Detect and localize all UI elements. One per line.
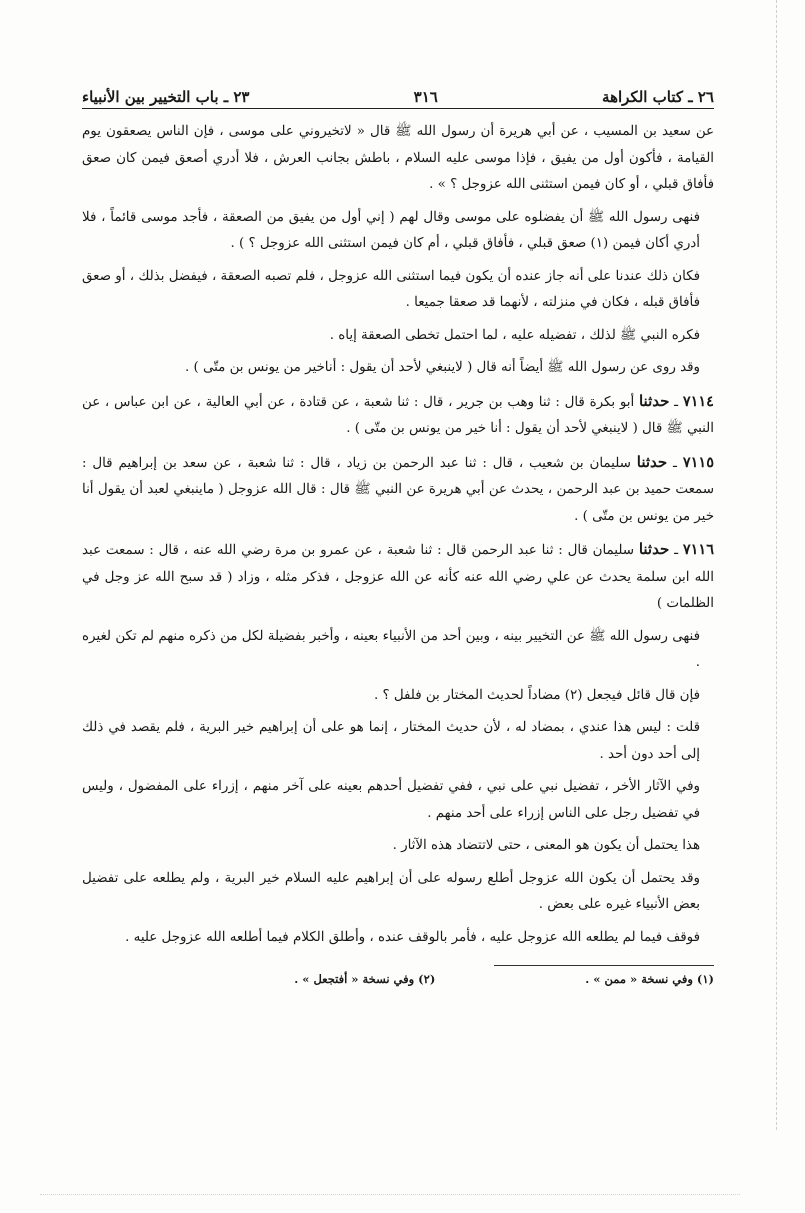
header-page-number: ٣١٦ xyxy=(413,88,438,106)
header-chapter: ٢٦ ـ كتاب الكراهة xyxy=(602,88,714,106)
paragraph: فوقف فيما لم يطلعه الله عزوجل عليه ، فأمر بالوقف عنده ، وأطلق الكلام فيما أطلعه الله عزوجل عليه . xyxy=(125,929,700,945)
hadith-number: ٧١١٦ xyxy=(682,541,715,558)
hadith-text: سليمان قال : ثنا عبد الرحمن قال : ثنا شعبة ، عن عمرو بن مرة رضي الله عنه ، قال : سمعت عبد الله ابن سلمة يحدث عن علي رضي الله عنه كأنه عن الله عزوجل ، فذكر مثله ، وزاد ( قد سبح الله عز وجل في الظلمات ) xyxy=(82,543,714,611)
paragraph: فكان ذلك عندنا على أنه جاز عنده أن يكون فيما استثنى الله عزوجل ، فلم تصبه الصعقة ، فيفضل بذلك ، أو صعق فأفاق قبله ، فكان في منزلته ، لأنهما قد صعقا جميعا . xyxy=(82,268,700,310)
header-rule xyxy=(82,108,714,109)
footnote-2: (٢) وفي نسخة « أفتجعل » . xyxy=(294,972,436,986)
hadith-keyword: حدثنا xyxy=(638,540,670,558)
footnotes xyxy=(82,972,714,986)
hadith-entry: ٧١١٥ ـ حدثنا سليمان بن شعيب ، قال : ثنا عبد الرحمن بن زياد ، قال : ثنا شعبة ، عن سعد بن إبراهيم قال : سمعت حميد بن عبد الرحمن ، يحدث عن أبي هريرة عن النبي ﷺ قال : قال الله عزوجل ( ماينبغي لعبد أن يقول أنا خير من يونس بن متّى ) . xyxy=(82,452,714,524)
paragraph: فنهى رسول الله ﷺ عن التخيير بينه ، وبين أحد من الأنبياء بعينه ، وأخبر بفضيلة لكل من ذكره منهم لم تكن لغيره . xyxy=(82,628,700,670)
paragraph: قلت : ليس هذا عندي ، بمضاد له ، لأن حديث المختار ، إنما هو على أن إبراهيم خير البرية ، فلم يقصد في ذلك إلى أحد دون أحد . xyxy=(82,720,700,762)
paragraph: فإن قال قائل فيجعل (٢) مضاداً لحديث المختار بن فلفل ؟ . xyxy=(373,687,700,703)
hadith-keyword: حدثنا xyxy=(638,391,670,410)
paragraph: وفي الآثار الأخر ، تفضيل نبي على نبي ، ففي تفضيل أحدهم بعينه على آخر منهم ، إزراء على المفضول ، وليس في تفضيل رجل على الناس إزراء على أحد منهم . xyxy=(82,779,700,821)
running-header xyxy=(82,80,714,106)
hadith-keyword: حدثنا xyxy=(636,452,668,471)
scan-margin-line xyxy=(776,0,777,1130)
paragraph: عن سعيد بن المسيب ، عن أبي هريرة أن رسول الله ﷺ قال « لاتخيروني على موسى ، فإن الناس يصعقون يوم القيامة ، فأكون أول من يفيق ، فإذا موسى عليه السلام ، باطش بجانب العرش ، فلا أدري أصعق فيمن كان صعق فأفاق قبلي ، أو كان فيمن استثنى الله عزوجل ؟ » . xyxy=(82,124,714,192)
paragraph: فنهى رسول الله ﷺ أن يفضلوه على موسى وقال لهم ( إني أول من يفيق من الصعقة ، فأجد موسى قائماً ، فلا أدري أكان فيمن (١) صعق قبلي ، فأفاق قبلي ، أم كان فيمن استثنى الله عزوجل ؟ ) . xyxy=(82,209,700,251)
hadith-number: ٧١١٥ xyxy=(682,453,714,471)
paragraph: فكره النبي ﷺ لذلك ، تفضيله عليه ، لما احتمل تخطى الصعقة إياه . xyxy=(329,327,700,343)
paragraph: وقد يحتمل أن يكون الله عزوجل أطلع رسوله على أن إبراهيم عليه السلام خير البرية ، ولم يطلعه على تفضيل بعض الأنبياء غيره على بعض . xyxy=(82,870,700,912)
footnote-rule xyxy=(494,965,714,966)
hadith-text: أبو بكرة قال : ثنا وهب بن جرير ، قال : ثنا شعبة ، عن قتادة ، عن أبي العالية ، عن ابن عباس ، عن النبي ﷺ قال ( لاينبغي لأحد أن يقول : أنا خير من يونس بن متّى ) . xyxy=(82,394,714,436)
footnote-1: (١) وفي نسخة « ممن » . xyxy=(585,972,714,986)
header-section: ٢٣ ـ باب التخيير بين الأنبياء xyxy=(82,88,250,106)
book-page xyxy=(82,80,714,1040)
hadith-text: سليمان بن شعيب ، قال : ثنا عبد الرحمن بن زياد ، قال : ثنا شعبة ، عن سعد بن إبراهيم قال : سمعت حميد بن عبد الرحمن ، يحدث عن أبي هريرة عن النبي ﷺ قال : قال الله عزوجل ( ماينبغي لعبد أن يقول أنا خير من يونس بن متّى ) . xyxy=(82,455,714,524)
scan-bottom-edge xyxy=(40,1194,740,1195)
paragraph: هذا يحتمل أن يكون هو المعنى ، حتى لاتتضاد هذه الآثار . xyxy=(392,838,700,853)
hadith-entry: ٧١١٦ ـ حدثنا سليمان قال : ثنا عبد الرحمن قال : ثنا شعبة ، عن عمرو بن مرة رضي الله عنه ، قال : سمعت عبد الله ابن سلمة يحدث عن علي رضي الله عنه كأنه عن الله عزوجل ، فذكر مثله ، وزاد ( قد سبح الله عز وجل في الظلمات ) xyxy=(82,540,715,611)
paragraph: وقد روى عن رسول الله ﷺ أيضاً أنه قال ( لاينبغي لأحد أن يقول : أناخير من يونس بن متّى ) . xyxy=(184,360,700,375)
hadith-entry: ٧١١٤ ـ حدثنا أبو بكرة قال : ثنا وهب بن جرير ، قال : ثنا شعبة ، عن قتادة ، عن أبي العالية ، عن ابن عباس ، عن النبي ﷺ قال ( لاينبغي لأحد أن يقول : أنا خير من يونس بن متّى ) . xyxy=(82,391,714,436)
hadith-number: ٧١١٤ xyxy=(682,392,714,410)
